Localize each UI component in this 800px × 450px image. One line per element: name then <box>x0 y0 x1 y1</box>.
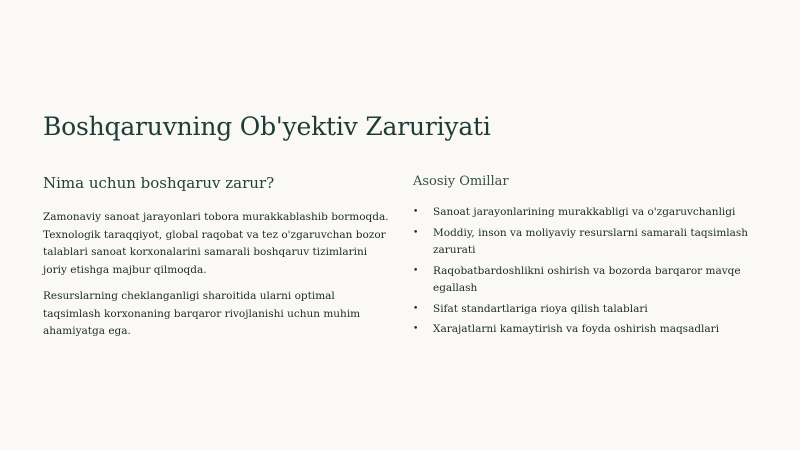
list-item-text: Raqobatbardoshlikni oshirish va bozorda barqaror mavqe egallash <box>433 264 741 294</box>
list-item-text: Moddiy, inson va moliyaviy resurslarni samarali taqsimlash zarurati <box>433 226 749 256</box>
list-item-text: Sanoat jarayonlarining murakkabligi va o'zgaruvchanligi <box>433 206 736 218</box>
bullet-icon: • <box>413 265 419 276</box>
right-column <box>413 174 758 342</box>
right-heading: Asosiy Omillar <box>413 174 509 189</box>
list-item-text: Sifat standartlariga rioya qilish talablari <box>433 302 648 315</box>
slide-title: Boshqaruvning Ob'yektiv Zaruriyati <box>43 112 491 141</box>
list-item <box>413 225 758 260</box>
left-column <box>43 174 393 350</box>
bullet-icon: • <box>413 227 419 238</box>
bullet-icon: • <box>413 207 419 217</box>
paragraph: Resurslarning cheklanganligi sharoitida ularni optimal taqsimlash korxonaning barqaror rivojlanishi uchun muhim ahamiyatga ega. <box>43 290 361 337</box>
bullet-icon: • <box>413 303 419 314</box>
list-item <box>413 204 758 222</box>
factor-list <box>413 204 758 339</box>
paragraph: Zamonaviy sanoat jarayonlari tobora murakkablashib bormoqda. Texnologik taraqqiyot, global raqobat va tez o'zgaruvchan bozor talablari sanoat korxonalarini samarali boshqaruv tizimlarini joriy etishga majbur qilmoqda. <box>43 211 389 276</box>
list-item-text: Xarajatlarni kamaytirish va foyda oshirish maqsadlari <box>433 323 720 335</box>
list-item <box>413 263 758 298</box>
list-item <box>413 321 758 339</box>
left-heading: Nima uchun boshqaruv zarur? <box>43 174 275 192</box>
bullet-icon: • <box>413 324 419 334</box>
list-item <box>413 301 758 319</box>
